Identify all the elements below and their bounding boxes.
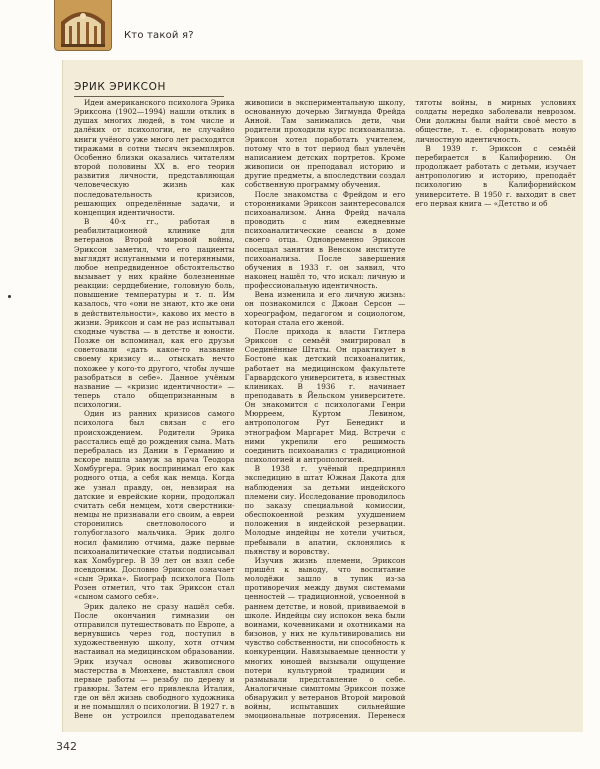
paragraph: После знакомства с Фрейдом и его сторонниками Эриксон заинтересовался психоанализом. Анна Фрейд начала проводить с ним ежедневные психоаналитические сеансы в доме своего отца. Одновременно Эриксон посещал занятия в Венском институте психоанализа. После завершения обучения в 1933 г. он заявил, что наконец нашёл то, что искал: личную и профессиональную идентичность.: [244, 189, 406, 291]
paragraph: Эрик далеко не сразу нашёл себя. После окончания гимназии он отправился путешествовать по Европе, а вернувшись через год, поступил в художественную школу, хотя отчим настаивал на медицинском образовании. Эрик изучал основы живописного мастерства в Мюнхене, выставлял свои первые работы — резьбу по дереву и гравюры. Затем его привлекла Италия, где он вёл жизнь свободного художника и не помышлял о психологии. В 1927 г. в Вене он устроился преподавателем живописи в экспериментальную школу, основанную дочерью Зигмунда Фрейда Анной. Там занимались дети, чьи родители проходили курс психоанализа. Эриксон хотел поработать учителем, потому что в тот период был увлечён написанием детских портретов. Кроме живописи он преподавал историю и другие предметы, а впоследствии создал собственную программу обучения.: [74, 98, 406, 721]
paragraph: В 1939 г. Эриксон с семьёй перебирается в Калифорнию. Он продолжает работать с детьми, изучает антропологию и историю, преподаёт психологию в Калифорнийском университете. В 1950 г. выходит в свет его первая книга — «Детство и об: [415, 143, 576, 208]
paragraph: Вена изменила и его личную жизнь: он познакомился с Джоан Серсон — хореографом, педагогом и социологом, которая стала его женой.: [244, 290, 406, 327]
page-header: [0, 0, 600, 60]
paragraph: Изучив жизнь племени, Эриксон пришёл к выводу, что воспитание молодёжи зашло в тупик из-за противоречия между двумя системами ценностей — традиционной, усвоенной в раннем детстве, и новой, прививаемой в школе. Индейцы сиу испокон века были воинами, кочевниками и охотниками на бизонов, у них не культивировались ни чувство собственности, ни способность к конкуренции. Навязываемые ценности у многих юношей вызывали ощущение потери культурной традиции и размывали представление о себе. Аналогичные симптомы Эриксон позже обнаружил у ветеранов Второй мировой войны, испытавших сильнейшие эмоциональные потрясения. Перенеся тяготы войны, в мирных условиях солдаты нередко заболевали неврозом. Они должны были найти своё место в обществе, т. е. сформировать новую личностную идентичность.: [244, 98, 576, 721]
paragraph: После прихода к власти Гитлера Эриксон с семьёй эмигрировал в Соединённые Штаты. Он практикует в Бостоне как детский психоаналитик, работает на медицинском факультете Гарвардского университета, в известных клиниках. В 1936 г. начинает преподавать в Йельском университете. Он знакомится с психологами Генри Мюрреем, Куртом Левином, антропологом Рут Бенедикт и этнографом Маргарет Мид. Встречи с ними укрепили его решимость соединить психоанализ с традиционной психологией и антропологией.: [244, 326, 406, 465]
article-body: [74, 98, 576, 728]
page-number: 342: [56, 740, 77, 753]
paragraph: В 1938 г. учёный предпринял экспедицию в штат Южная Дакота для наблюдения за детьми индейского племени сиу. Исследование проводилось по заказу специальной комиссии, обеспокоенной резким ухудшением положения в индейской резервации. Молодые индейцы не хотели учиться, пребывали в апатии, склонялись к пьянству и воровству.: [244, 464, 406, 556]
paragraph: Один из ранних кризисов самого психолога был связан с его происхождением. Родители Эрика расстались ещё до рождения сына. Мать перебралась из Дании в Германию и вскоре вышла замуж за врача Теодора Хомбургера. Эрик воспринимал его как родного отца, а себя как немца. Когда же узнал правду, он, невзирая на датские и еврейские корни, продолжал считать себя немцем, хотя сверстники-немцы не признавали его своим, а евреи сторонились светловолосого и голубоглазого мальчика. Эрик долго носил фамилию отчима, даже первые психоаналитические статьи подписывал как Хомбургер. В 39 лет он взял себе псевдоним. Дословно Эриксон означает «сын Эрика». Биограф психолога Поль Розен отметил, что так Эриксон стал «сыном самого себя».: [74, 409, 235, 602]
margin-mark: [8, 295, 11, 298]
paragraph: В 40-х гг., работая в реабилитационной клинике для ветеранов Второй мировой войны, Эриксон заметил, что его пациенты выглядят испуганными и потерянными, любое непредвиденное обстоятельство вызывает у них крайне болезненные реакции: сердцебиение, головную боль, повышение температуры и т. п. Им казалось, что «они не знают, кто же они в действительности», каково их место в жизни. Эриксон и сам не раз испытывал сходные чувства — в детстве и юности. Позже он вспоминал, как его друзья советовали «дать какое-то название своему кризису и... отыскать нечто похожее у кого-то другого, чтобы лучше разобраться в себе». Данное учёным название — «кризис идентичности» — теперь стало общепризнанным в психологии.: [74, 217, 235, 410]
theatre-emblem-icon: [54, 0, 112, 51]
paragraph: Идеи американского психолога Эрика Эриксона (1902—1994) нашли отклик в душах многих людей, в том числе и далёких от психологии, не случайно книги учёного уже много лет расходятся тиражами в сотни тысяч экземпляров. Особенно близки оказались читателям второй половины XX в. его теория развития личности, представляющая человеческую жизнь как последовательность кризисов, решающих определённые задачи, и концепция идентичности.: [74, 98, 235, 217]
section-title: Кто такой я?: [124, 30, 194, 41]
article-heading: ЭРИК ЭРИКСОН: [74, 81, 224, 97]
